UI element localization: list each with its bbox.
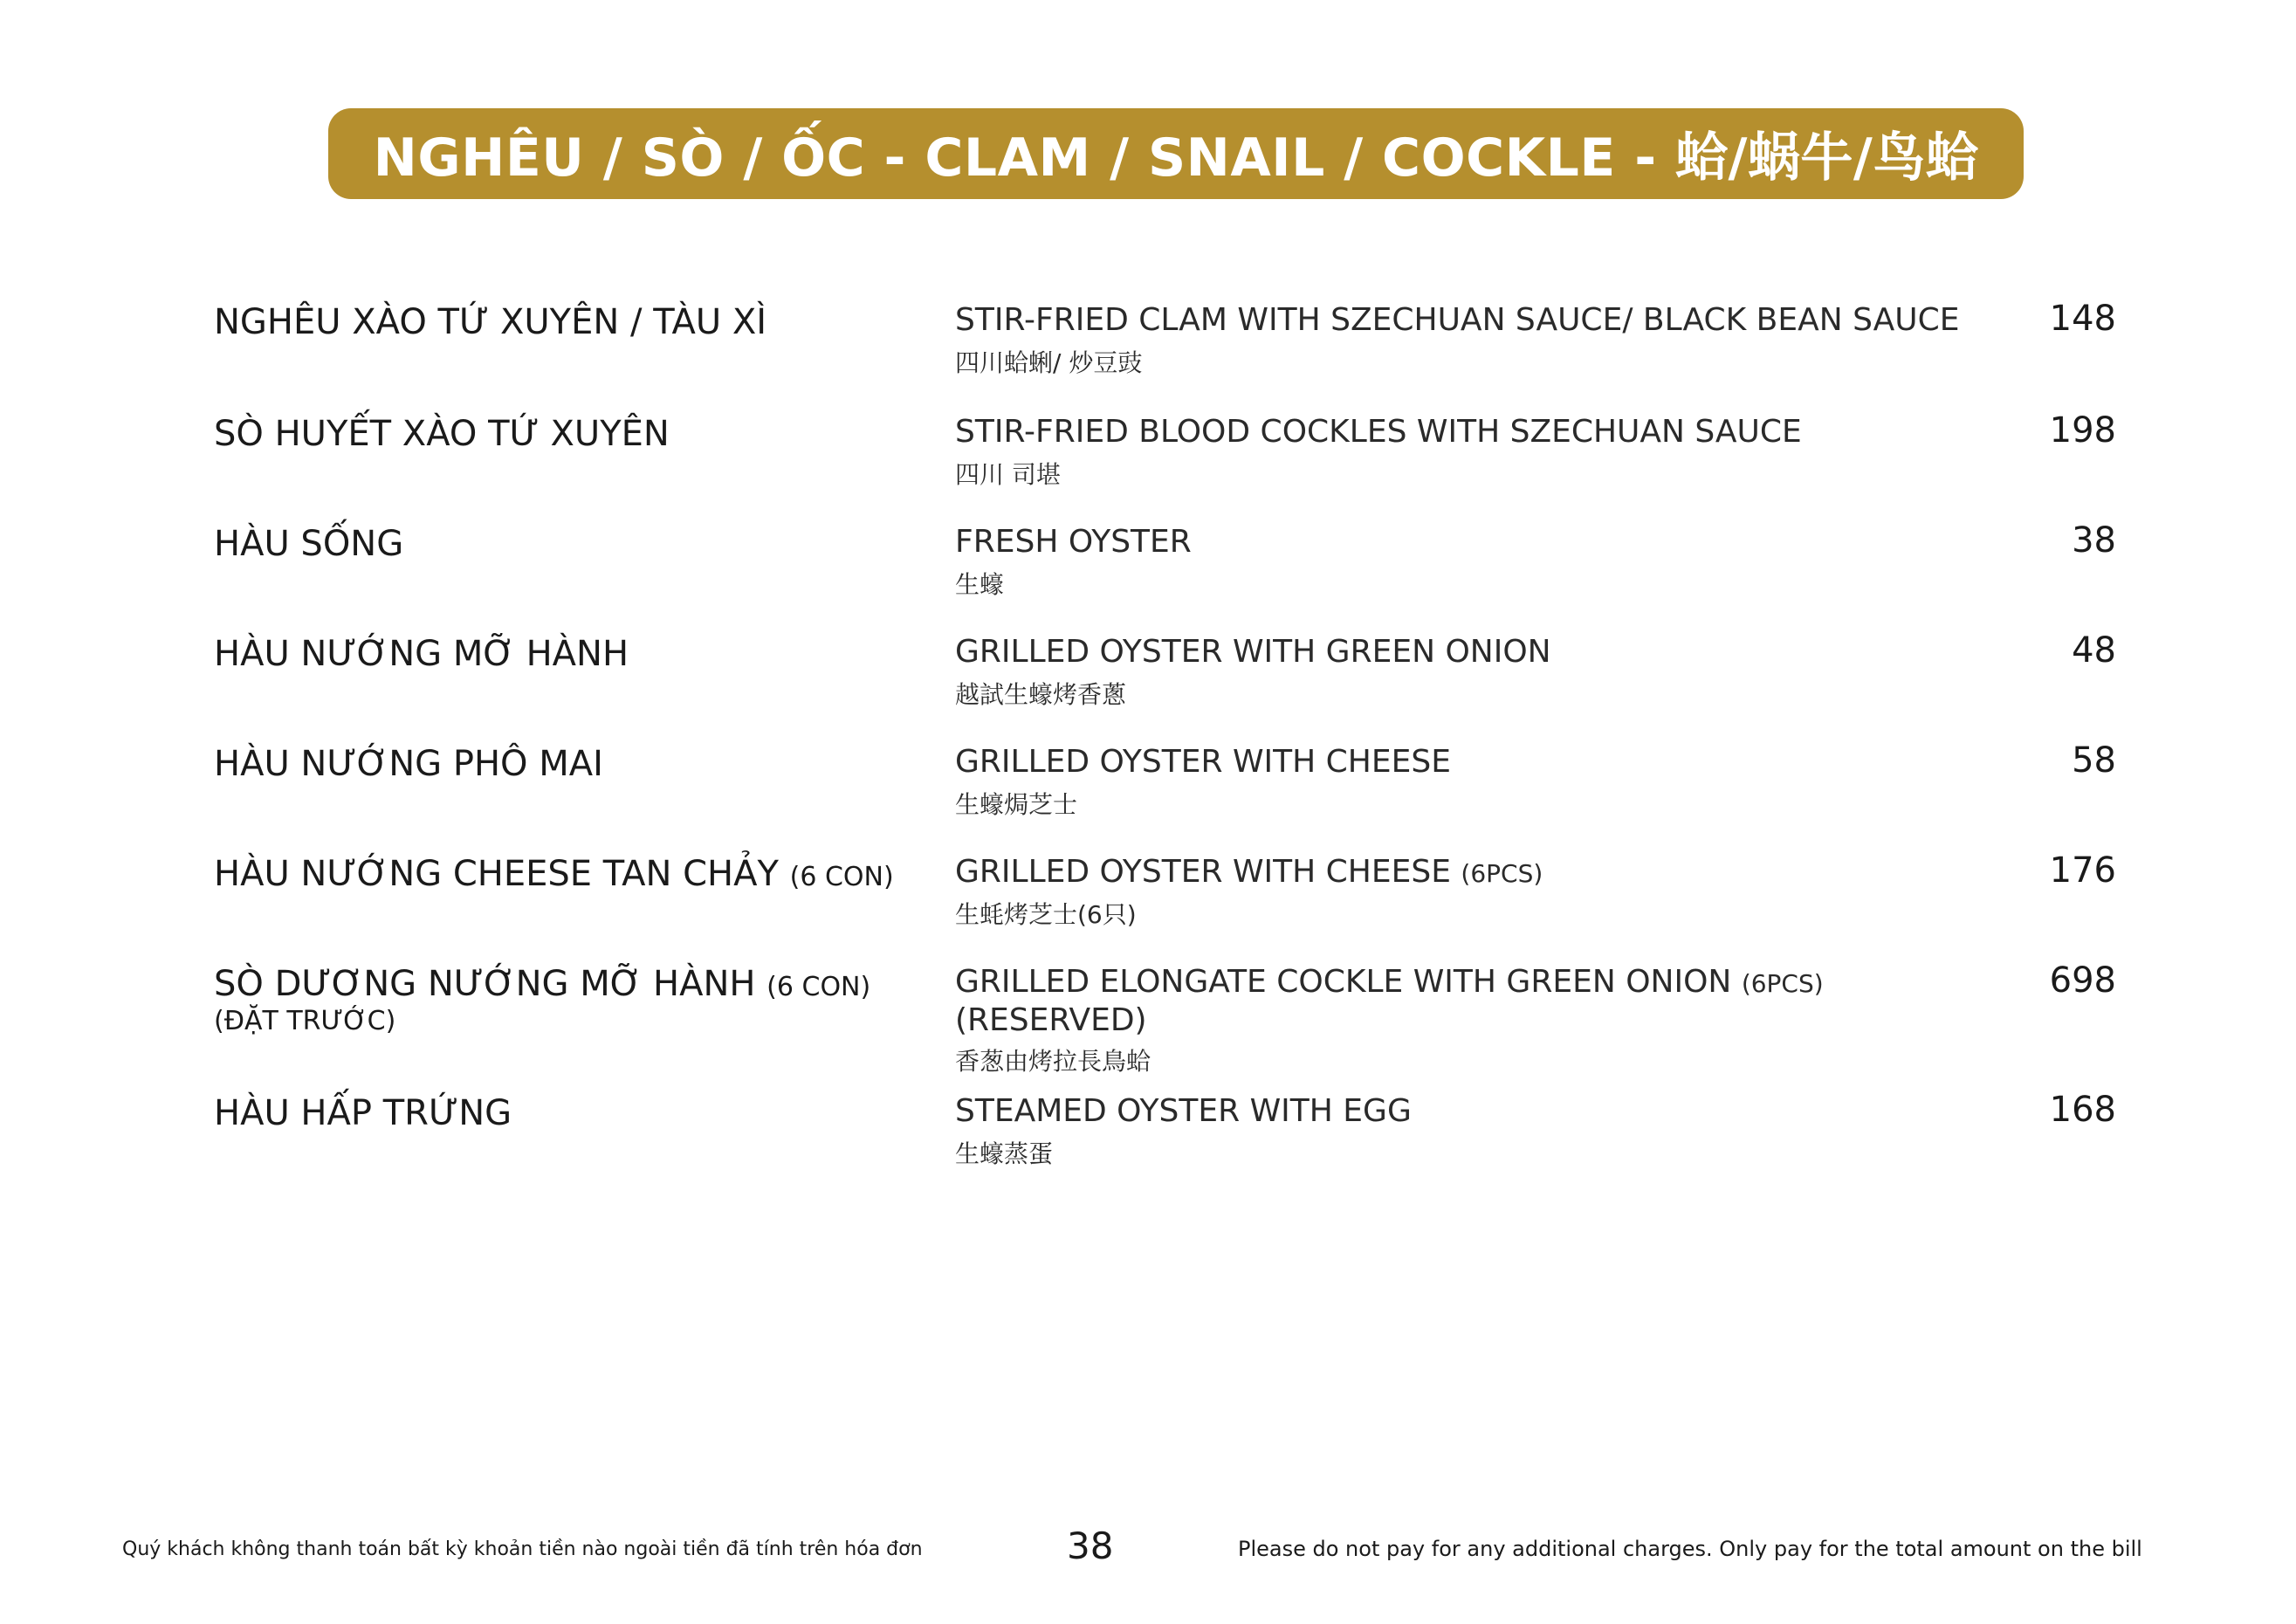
item-price: 58 xyxy=(2072,740,2116,781)
item-price: 148 xyxy=(2049,299,2116,339)
item-quantity-note: (6 CON) xyxy=(789,862,894,892)
item-price: 698 xyxy=(2049,960,2116,1001)
item-price: 48 xyxy=(2072,630,2116,671)
item-vietnamese-name: HÀU NƯỚNG PHÔ MAI xyxy=(214,744,603,784)
item-chinese-name: 越試生蠔烤香蔥 xyxy=(955,680,1127,709)
item-reservation-note: (ĐẶT TRƯỚC) xyxy=(214,1006,396,1036)
item-english-name: GRILLED OYSTER WITH CHEESE xyxy=(955,744,1451,780)
item-chinese-name: 生蠔 xyxy=(955,570,1005,599)
item-reservation-note-en: (RESERVED) xyxy=(955,1002,1147,1038)
item-english-name: STEAMED OYSTER WITH EGG xyxy=(955,1093,1412,1129)
item-vietnamese-name: HÀU NƯỚNG MỠ HÀNH xyxy=(214,634,629,674)
footer-english-note: Please do not pay for any additional charges. Only pay for the total amount on the bill xyxy=(1238,1537,2142,1561)
item-english-name: GRILLED ELONGATE COCKLE WITH GREEN ONION (6PCS) (RESERVED) xyxy=(955,964,1824,1038)
item-chinese-name: 四川蛤蜊/ 炒豆豉 xyxy=(955,348,1143,377)
item-english-name: GRILLED OYSTER WITH CHEESE (6PCS) xyxy=(955,854,1543,890)
item-price: 198 xyxy=(2049,410,2116,451)
page-number: 38 xyxy=(1067,1524,1114,1567)
item-vietnamese-name: HÀU NƯỚNG CHEESE TAN CHẢY (6 CON) xyxy=(214,854,894,894)
item-chinese-name: 生蚝烤芝士(6只) xyxy=(955,900,1137,929)
item-quantity-note: (6 CON) xyxy=(766,972,871,1002)
item-chinese-name: 四川 司堪 xyxy=(955,460,1061,489)
item-quantity-note-en: (6PCS) xyxy=(1461,859,1543,888)
item-chinese-name: 香葱由烤拉長鳥蛤 xyxy=(955,1047,1151,1076)
item-vietnamese-name: SÒ HUYẾT XÀO TỨ XUYÊN xyxy=(214,414,670,454)
item-quantity-note-en: (6PCS) xyxy=(1741,969,1824,998)
item-vietnamese-name: NGHÊU XÀO TỨ XUYÊN / TÀU XÌ xyxy=(214,302,767,342)
item-chinese-name: 生蠔蒸蛋 xyxy=(955,1139,1054,1168)
section-title: NGHÊU / SÒ / ỐC - CLAM / SNAIL / COCKLE - 蛤/蜗牛/鸟蛤 xyxy=(373,127,1979,189)
item-price: 38 xyxy=(2072,520,2116,561)
item-chinese-name: 生蠔焗芝士 xyxy=(955,790,1078,819)
item-vietnamese-name: HÀU SỐNG xyxy=(214,524,404,564)
item-english-name: STIR-FRIED BLOOD COCKLES WITH SZECHUAN SAUCE xyxy=(955,414,1802,450)
item-price: 168 xyxy=(2049,1090,2116,1130)
item-english-name: FRESH OYSTER xyxy=(955,524,1192,560)
item-vietnamese-name: HÀU HẤP TRỨNG xyxy=(214,1093,512,1133)
item-vietnamese-name: SÒ DƯƠNG NƯỚNG MỠ HÀNH (6 CON) xyxy=(214,964,871,1004)
item-price: 176 xyxy=(2049,850,2116,891)
item-english-name: STIR-FRIED CLAM WITH SZECHUAN SAUCE/ BLACK BEAN SAUCE xyxy=(955,302,1960,338)
section-title-banner xyxy=(328,108,2024,199)
item-english-name: GRILLED OYSTER WITH GREEN ONION xyxy=(955,634,1551,670)
footer-vietnamese-note: Quý khách không thanh toán bất kỳ khoản tiền nào ngoài tiền đã tính trên hóa đơn xyxy=(122,1538,923,1560)
